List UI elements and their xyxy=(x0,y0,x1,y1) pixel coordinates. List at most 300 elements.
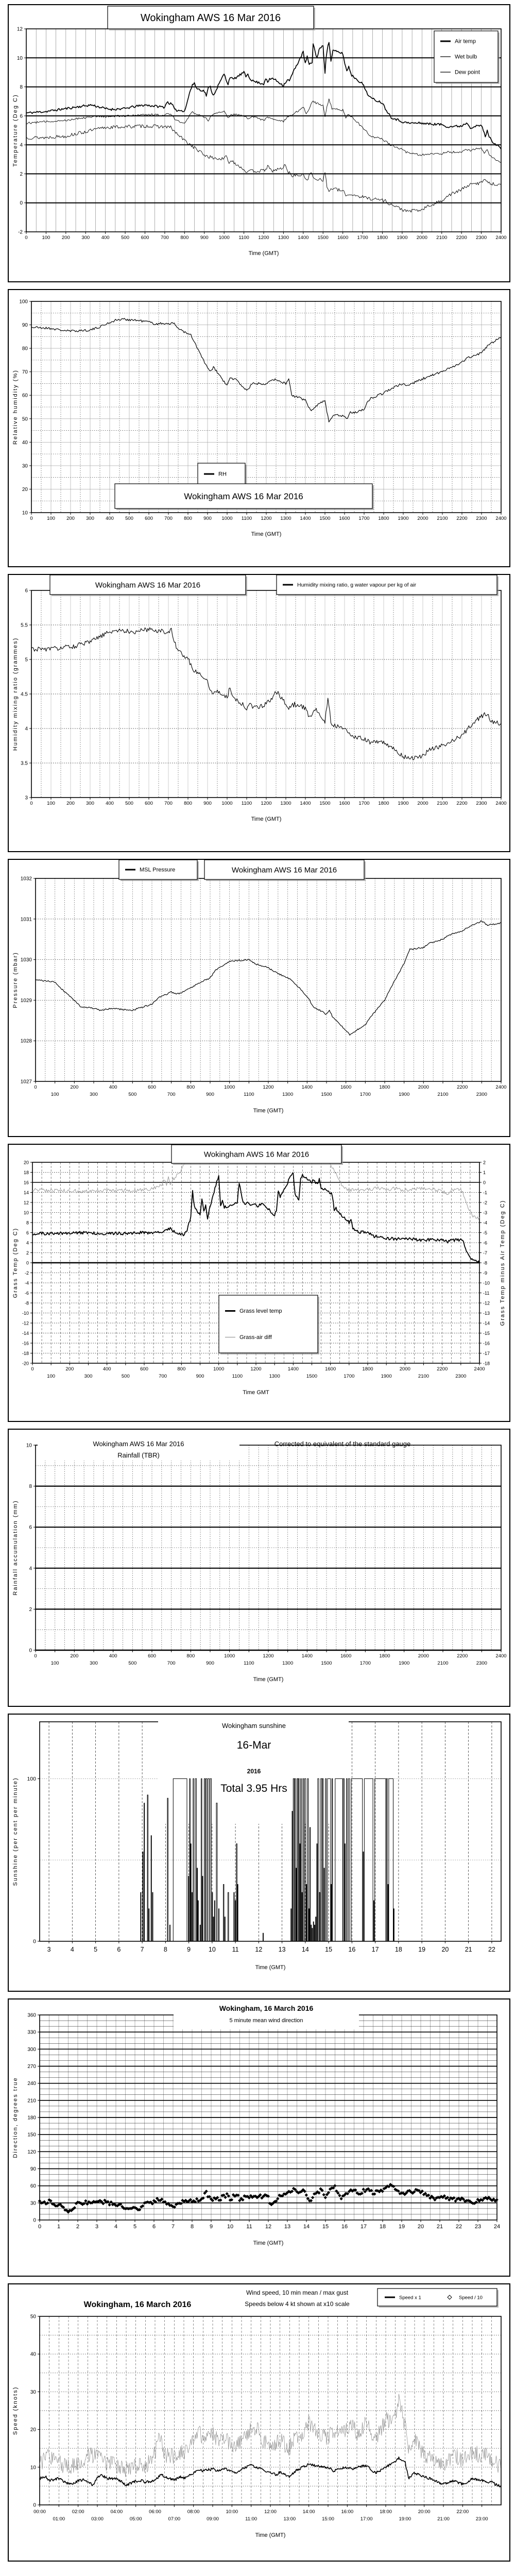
x-tick-label: 2400 xyxy=(495,235,507,241)
chart-text: Total 3.95 Hrs xyxy=(220,1783,287,1794)
x-tick-label: 1300 xyxy=(280,516,291,521)
x-tick-label: 400 xyxy=(102,1366,111,1372)
x-tick-label: 1700 xyxy=(357,235,368,241)
series xyxy=(40,2394,501,2487)
x-tick-label: 800 xyxy=(184,516,192,521)
y2-tick-label: -12 xyxy=(483,1300,490,1306)
y2-tick-label: -1 xyxy=(483,1190,488,1195)
x-tick-label: 15:00 xyxy=(322,2516,334,2522)
y-tick-label: 90 xyxy=(30,2166,36,2172)
y-tick-label: -16 xyxy=(22,1341,29,1346)
panel-wind-speed xyxy=(8,2283,510,2562)
x-tick-label: 18:00 xyxy=(380,2509,392,2515)
panel-wind-direction xyxy=(8,1998,510,2277)
x-tick-label: 2400 xyxy=(474,1366,485,1372)
x-tick-label: 17 xyxy=(371,1946,379,1953)
x-tick-label: 2400 xyxy=(495,1084,507,1090)
x-tick-label: 2 xyxy=(76,2224,80,2230)
x-tick-label: 22:00 xyxy=(456,2509,469,2515)
x-tick-label: 600 xyxy=(145,801,153,806)
x-tick-label: 100 xyxy=(50,1092,59,1097)
y-tick-label: 360 xyxy=(27,2012,36,2019)
x-tick-label: 600 xyxy=(148,1084,156,1090)
y-tick-label: 330 xyxy=(27,2029,36,2036)
x-tick-label: 900 xyxy=(203,801,212,806)
x-tick-label: 1800 xyxy=(362,1366,373,1372)
x-tick-label: 21 xyxy=(465,1946,472,1953)
y-tick-label: -8 xyxy=(24,1300,29,1306)
x-axis-label: Time (GMT) xyxy=(255,1964,286,1971)
x-tick-label: 700 xyxy=(167,1660,176,1666)
y-tick-label: 270 xyxy=(27,2064,36,2070)
y-tick-label: 0 xyxy=(33,2217,36,2224)
x-tick-label: 400 xyxy=(101,235,110,241)
free-text xyxy=(219,2004,314,2012)
y-tick-label: 6 xyxy=(25,588,28,594)
x-tick-label: 200 xyxy=(66,801,75,806)
series-mean-speed xyxy=(40,2457,501,2487)
x-tick-label: 2300 xyxy=(476,1092,487,1097)
x-tick-label: 700 xyxy=(159,1374,167,1379)
x-tick-label: 1400 xyxy=(301,1084,313,1090)
x-tick-label: 13 xyxy=(278,1946,286,1953)
x-tick-label: 24 xyxy=(493,2224,501,2230)
x-tick-label: 1700 xyxy=(358,801,370,806)
y2-tick-label: -11 xyxy=(483,1291,490,1296)
x-axis-label: Time (GMT) xyxy=(248,250,279,257)
y-axis-label: Speed (knots) xyxy=(12,2386,19,2435)
x-tick-label: 500 xyxy=(121,235,130,241)
x-tick-label: 1600 xyxy=(339,801,350,806)
y-axis-label: Direction, degrees true xyxy=(12,2077,19,2158)
y2-tick-label: 1 xyxy=(483,1170,486,1175)
y-tick-label: 8 xyxy=(29,1484,32,1490)
y-tick-label: 150 xyxy=(27,2132,36,2138)
x-tick-label: 1800 xyxy=(378,516,389,521)
x-tick-label: 22 xyxy=(488,1946,495,1953)
x-tick-label: 2200 xyxy=(437,1366,448,1372)
x-tick-label: 1900 xyxy=(381,1374,392,1379)
x-tick-label: 1000 xyxy=(218,235,230,241)
x-tick-label: 400 xyxy=(106,516,114,521)
x-tick-label: 2000 xyxy=(417,801,428,806)
y-tick-label: 90 xyxy=(22,323,28,329)
y-tick-label: 1029 xyxy=(20,997,32,1004)
x-tick-label: 09:00 xyxy=(207,2516,219,2522)
x-tick-label: 7 xyxy=(140,1946,144,1953)
x-tick-label: 4 xyxy=(114,2224,118,2230)
y-tick-label: -18 xyxy=(22,1351,29,1356)
x-tick-label: 1900 xyxy=(398,516,409,521)
x-tick-label: 11 xyxy=(246,2224,252,2230)
x-tick-label: 2000 xyxy=(418,1653,429,1659)
x-tick-label: 300 xyxy=(84,1374,93,1379)
y-tick-label: 5.5 xyxy=(21,622,28,629)
free-text xyxy=(247,1768,261,1775)
x-tick-label: 1000 xyxy=(224,1653,235,1659)
y2-tick-label: -2 xyxy=(483,1200,488,1206)
y2-tick-label: 0 xyxy=(483,1180,486,1185)
x-tick-label: 1700 xyxy=(359,1660,371,1666)
y-tick-label: 4 xyxy=(26,1240,29,1246)
x-tick-label: 1000 xyxy=(224,1084,235,1090)
free-text xyxy=(84,2300,192,2309)
x-tick-label: 1600 xyxy=(340,1084,352,1090)
x-tick-label: 2200 xyxy=(456,516,468,521)
x-tick-label: 20:00 xyxy=(418,2509,431,2515)
x-tick-label: 1100 xyxy=(244,1092,254,1097)
x-tick-label: 1400 xyxy=(300,516,311,521)
x-tick-label: 1500 xyxy=(319,801,331,806)
air-temperature-chart xyxy=(9,5,509,281)
x-tick-label: 2200 xyxy=(457,1084,468,1090)
x-tick-label: 1800 xyxy=(376,235,388,241)
x-tick-label: 300 xyxy=(81,235,90,241)
x-tick-label: 12:00 xyxy=(264,2509,277,2515)
chart-title: Wokingham AWS 16 Mar 2016 xyxy=(184,492,303,502)
free-text xyxy=(274,1440,411,1448)
y-tick-label: 40 xyxy=(30,2351,36,2358)
x-tick-label: 900 xyxy=(206,1660,214,1666)
y2-tick-label: -8 xyxy=(483,1260,488,1266)
legend-entry-label: Grass-air diff xyxy=(239,1334,272,1341)
y-tick-label: 8 xyxy=(26,1220,29,1226)
y-tick-label: 100 xyxy=(19,299,28,305)
x-tick-label: 1600 xyxy=(337,235,349,241)
x-tick-label: 2300 xyxy=(476,801,487,806)
x-tick-label: 2100 xyxy=(418,1374,430,1379)
x-axis-label: Time GMT xyxy=(243,1389,269,1396)
chart-text: Wokingham AWS 16 Mar 2016 xyxy=(93,1440,184,1448)
x-tick-label: 23 xyxy=(474,2224,482,2230)
x-tick-label: 0 xyxy=(34,1653,37,1659)
x-tick-label: 400 xyxy=(109,1653,117,1659)
x-tick-label: 2400 xyxy=(495,1653,507,1659)
x-tick-label: 2300 xyxy=(455,1374,467,1379)
x-tick-label: 2300 xyxy=(476,235,487,241)
x-tick-label: 9 xyxy=(209,2224,213,2230)
x-tick-label: 14:00 xyxy=(302,2509,315,2515)
chart-title-box xyxy=(171,1145,343,1165)
x-tick-label: 600 xyxy=(140,1366,148,1372)
x-tick-label: 16 xyxy=(348,1946,356,1953)
y-axis-label: Grass Temp (Deg C) xyxy=(12,1227,19,1298)
x-tick-label: 2000 xyxy=(416,235,427,241)
chart-text: 2016 xyxy=(247,1768,261,1775)
rainfall-chart xyxy=(9,1430,509,1706)
chart-title: Wokingham AWS 16 Mar 2016 xyxy=(140,12,281,24)
x-tick-label: 12 xyxy=(255,1946,263,1953)
x-tick-label: 800 xyxy=(184,801,192,806)
y-tick-label: 240 xyxy=(27,2081,36,2087)
y-tick-label: 6 xyxy=(29,1524,32,1531)
x-tick-label: 1200 xyxy=(263,1084,274,1090)
x-tick-label: 1600 xyxy=(325,1366,336,1372)
x-tick-label: 15 xyxy=(322,2224,329,2230)
legend-entry-label: Wet bulb xyxy=(455,54,477,60)
free-text xyxy=(220,1783,287,1794)
x-tick-label: 1100 xyxy=(241,801,252,806)
x-tick-label: 0 xyxy=(25,235,28,241)
x-tick-label: 1800 xyxy=(378,801,389,806)
x-tick-label: 07:00 xyxy=(168,2516,181,2522)
free-text xyxy=(93,1440,184,1448)
y-tick-label: 100 xyxy=(27,1775,36,1782)
x-tick-label: 20 xyxy=(441,1946,449,1953)
y-tick-label: 120 xyxy=(27,2149,36,2155)
x-tick-label: 18 xyxy=(394,1946,402,1953)
y-axis-label: Sunshine (per cent per minute) xyxy=(12,1777,19,1886)
x-tick-label: 2000 xyxy=(417,516,428,521)
x-tick-label: 1 xyxy=(57,2224,61,2230)
x-tick-label: 5 xyxy=(94,1946,98,1953)
panel-air-temperature xyxy=(8,4,510,282)
x-tick-label: 100 xyxy=(47,1374,56,1379)
y-tick-label: 20 xyxy=(23,1160,29,1165)
x-tick-label: 16:00 xyxy=(341,2509,354,2515)
x-tick-label: 1900 xyxy=(398,801,409,806)
y-tick-label: 50 xyxy=(30,2314,36,2320)
x-tick-label: 100 xyxy=(47,516,55,521)
y-tick-label: 0 xyxy=(33,2502,36,2509)
x-tick-label: 1500 xyxy=(321,1660,332,1666)
x-tick-label: 02:00 xyxy=(72,2509,84,2515)
x-tick-label: 03:00 xyxy=(91,2516,104,2522)
legend-entry-label: RH xyxy=(218,471,227,478)
y-tick-label: 6 xyxy=(20,113,23,120)
y2-tick-label: -15 xyxy=(483,1331,490,1336)
x-tick-label: 21:00 xyxy=(437,2516,450,2522)
x-tick-label: 1600 xyxy=(340,1653,352,1659)
x-tick-label: 100 xyxy=(50,1660,59,1666)
x-tick-label: 04:00 xyxy=(110,2509,123,2515)
chart-title: Wokingham AWS 16 Mar 2016 xyxy=(203,1150,310,1159)
x-tick-label: 1500 xyxy=(317,235,329,241)
panel-relative-humidity xyxy=(8,289,510,567)
x-tick-label: 200 xyxy=(70,1653,79,1659)
chart-legend xyxy=(119,860,199,881)
x-tick-label: 1000 xyxy=(221,801,233,806)
grid xyxy=(36,878,501,1081)
x-tick-label: 2100 xyxy=(437,1660,449,1666)
legend-entry-label: Humidity mixing ratio, g water vapour per kg of air xyxy=(297,582,417,588)
series-max-gust xyxy=(40,2394,501,2477)
y-tick-label: 14 xyxy=(23,1190,29,1195)
y2-tick-label: -3 xyxy=(483,1210,488,1215)
x-tick-label: 06:00 xyxy=(149,2509,161,2515)
msl-pressure-chart xyxy=(9,860,509,1136)
legend-entry-label: Speed x 1 xyxy=(399,2295,421,2301)
x-tick-label: 200 xyxy=(65,1366,74,1372)
y-tick-label: 60 xyxy=(22,393,28,399)
x-tick-label: 1400 xyxy=(300,801,311,806)
chart-title-box xyxy=(108,6,315,30)
x-tick-label: 2000 xyxy=(418,1084,429,1090)
x-tick-label: 17 xyxy=(360,2224,367,2230)
x-tick-label: 1500 xyxy=(319,516,331,521)
axes xyxy=(12,1443,507,1683)
y-tick-label: 10 xyxy=(16,55,23,61)
x-tick-label: 400 xyxy=(109,1084,117,1090)
y-tick-label: 12 xyxy=(16,26,23,32)
chart-text: Wokingham, 16 March 2016 xyxy=(83,2300,192,2309)
x-axis-label: Time (GMT) xyxy=(255,2532,286,2538)
y-axis-label: Relative humidity (%) xyxy=(12,369,19,445)
x-tick-label: 1300 xyxy=(282,1660,294,1666)
x-tick-label: 20 xyxy=(417,2224,424,2230)
y-tick-label: 1032 xyxy=(20,876,32,882)
x-tick-label: 6 xyxy=(117,1946,121,1953)
y-tick-label: -10 xyxy=(22,1311,29,1316)
x-tick-label: 1400 xyxy=(301,1653,313,1659)
x-tick-label: 500 xyxy=(125,516,133,521)
y-tick-label: 40 xyxy=(22,439,28,446)
x-tick-label: 500 xyxy=(128,1660,137,1666)
x-tick-label: 1200 xyxy=(263,1653,274,1659)
x-tick-label: 700 xyxy=(160,235,169,241)
x-tick-label: 2000 xyxy=(399,1366,410,1372)
x-tick-label: 1100 xyxy=(238,235,249,241)
x-tick-label: 1300 xyxy=(278,235,289,241)
free-text xyxy=(246,2289,349,2296)
x-tick-label: 1800 xyxy=(379,1084,390,1090)
x-tick-label: 1800 xyxy=(379,1653,390,1659)
x-tick-label: 2100 xyxy=(436,235,448,241)
x-tick-label: 1200 xyxy=(258,235,269,241)
sunshine-chart xyxy=(9,1715,509,1991)
x-tick-label: 19 xyxy=(398,2224,405,2230)
y-tick-label: -4 xyxy=(24,1280,29,1286)
x-tick-label: 2400 xyxy=(495,516,507,521)
y-tick-label: 1031 xyxy=(20,917,32,923)
free-text xyxy=(222,1722,286,1730)
x-tick-label: 1100 xyxy=(241,516,252,521)
y-axis-label: Temperature (Deg C) xyxy=(12,94,19,167)
y-tick-label: 4 xyxy=(29,1566,32,1572)
x-tick-label: 11:00 xyxy=(245,2516,258,2522)
y-tick-label: 18 xyxy=(23,1170,29,1175)
y2-tick-label: -6 xyxy=(483,1240,488,1246)
x-tick-label: 2400 xyxy=(495,801,507,806)
x-tick-label: 600 xyxy=(148,1653,156,1659)
x-tick-label: 5 xyxy=(133,2224,137,2230)
x-tick-label: 1600 xyxy=(339,516,350,521)
x-tick-label: 900 xyxy=(196,1374,204,1379)
x-tick-label: 300 xyxy=(90,1660,98,1666)
x-tick-label: 2100 xyxy=(437,801,448,806)
y-tick-label: 8 xyxy=(20,84,23,91)
y-axis-label: Humidity mixing ratio (grammes) xyxy=(12,637,19,751)
x-tick-label: 23:00 xyxy=(475,2516,488,2522)
grid xyxy=(40,2015,497,2220)
legend-entry-label: Speed / 10 xyxy=(459,2295,483,2301)
chart-text: Corrected to equivalent of the standard gauge xyxy=(274,1440,411,1448)
y-tick-label: 210 xyxy=(27,2098,36,2104)
y2-tick-label: -4 xyxy=(483,1220,488,1226)
x-tick-label: 900 xyxy=(206,1092,214,1097)
x-tick-label: 1900 xyxy=(397,235,408,241)
chart-text: Rainfall (TBR) xyxy=(117,1451,160,1459)
x-axis-label: Time (GMT) xyxy=(251,816,282,822)
x-tick-label: 700 xyxy=(164,516,173,521)
axes xyxy=(12,1160,506,1396)
y2-axis-label: Grass Temp minus Air Temp (Deg C) xyxy=(500,1199,506,1326)
x-tick-label: 700 xyxy=(167,1092,176,1097)
y-tick-label: 5 xyxy=(25,657,28,663)
y-tick-label: 180 xyxy=(27,2115,36,2121)
y-tick-label: 20 xyxy=(22,486,28,493)
x-tick-label: 1900 xyxy=(399,1092,410,1097)
chart-text: Wokingham sunshine xyxy=(221,1722,286,1730)
x-tick-label: 500 xyxy=(125,801,133,806)
y2-tick-label: -17 xyxy=(483,1351,490,1356)
y-tick-label: 60 xyxy=(30,2183,36,2190)
legend-entry-label: Dew point xyxy=(455,69,480,76)
x-tick-label: 1700 xyxy=(344,1374,355,1379)
x-tick-label: 14 xyxy=(303,2224,310,2230)
x-tick-label: 7 xyxy=(171,2224,175,2230)
y-tick-label: 30 xyxy=(22,463,28,469)
x-tick-label: 1300 xyxy=(282,1092,294,1097)
grid xyxy=(26,29,501,232)
chart-title: Wokingham AWS 16 Mar 2016 xyxy=(95,581,201,590)
x-tick-label: 1500 xyxy=(306,1374,318,1379)
x-tick-label: 800 xyxy=(180,235,189,241)
y-tick-label: 0 xyxy=(33,1938,36,1945)
y2-tick-label: -5 xyxy=(483,1230,488,1235)
x-tick-label: 900 xyxy=(200,235,209,241)
x-axis-label: Time (GMT) xyxy=(251,531,282,537)
free-text xyxy=(237,1739,271,1751)
x-tick-label: 10:00 xyxy=(226,2509,238,2515)
x-tick-label: 1400 xyxy=(298,235,309,241)
y-tick-label: 16 xyxy=(23,1180,29,1185)
x-tick-label: 0 xyxy=(30,801,33,806)
chart-legend xyxy=(434,31,500,84)
x-tick-label: 0 xyxy=(34,1084,37,1090)
chart-title-box xyxy=(50,575,247,596)
y-tick-label: 10 xyxy=(23,1210,29,1215)
grid xyxy=(40,2316,501,2505)
x-tick-label: 2200 xyxy=(456,801,468,806)
x-tick-label: 3 xyxy=(95,2224,99,2230)
chart-legend xyxy=(377,2289,499,2308)
y-tick-label: 10 xyxy=(30,2465,36,2471)
y-tick-label: 4.5 xyxy=(21,691,28,698)
y-tick-label: 1030 xyxy=(20,957,32,963)
y-tick-label: 2 xyxy=(29,1606,32,1613)
y-tick-label: 0 xyxy=(20,200,23,207)
y-tick-label: -6 xyxy=(24,1291,29,1296)
x-tick-label: 0 xyxy=(31,1366,34,1372)
y-tick-label: -2 xyxy=(18,229,23,235)
x-axis-label: Time (GMT) xyxy=(253,1676,284,1683)
x-tick-label: 1400 xyxy=(287,1366,299,1372)
x-tick-label: 500 xyxy=(121,1374,130,1379)
x-tick-label: 200 xyxy=(61,235,70,241)
x-tick-label: 14 xyxy=(301,1946,309,1953)
x-tick-label: 10 xyxy=(227,2224,234,2230)
chart-text: Wind speed, 10 min mean / max gust xyxy=(246,2289,349,2296)
x-tick-label: 12 xyxy=(265,2224,272,2230)
wind-speed-chart xyxy=(9,2284,509,2561)
x-tick-label: 2200 xyxy=(456,235,467,241)
y-tick-label: 3 xyxy=(25,795,28,801)
x-tick-label: 15 xyxy=(325,1946,333,1953)
y-axis-label: Pressure (mbar) xyxy=(12,952,19,1008)
free-text xyxy=(245,2300,350,2308)
x-tick-label: 16 xyxy=(341,2224,348,2230)
